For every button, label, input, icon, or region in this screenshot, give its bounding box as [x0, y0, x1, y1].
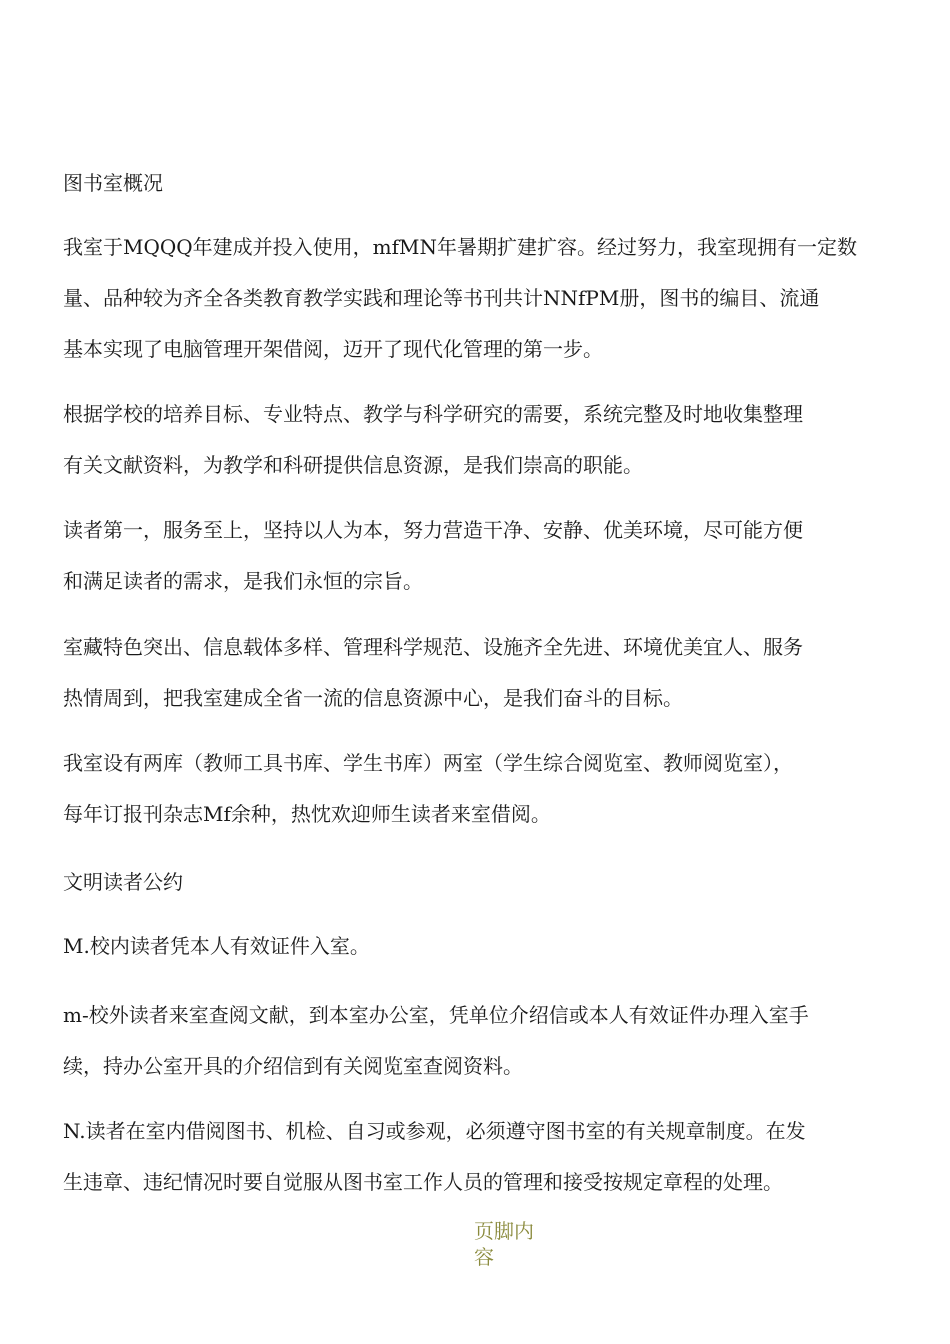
text-line: m-校外读者来室查阅文献，到本室办公室，凭单位介绍信或本人有效证件办理入室手	[63, 1003, 809, 1027]
text-line: M.校内读者凭本人有效证件入室。	[63, 934, 370, 958]
paragraph-function	[63, 389, 903, 491]
footer-line: 容	[474, 1245, 494, 1269]
text-line: 有关文献资料，为教学和科研提供信息资源，是我们崇高的职能。	[63, 453, 643, 477]
paragraph-purpose	[63, 505, 903, 607]
text-line: 和满足读者的需求，是我们永恒的宗旨。	[63, 569, 423, 593]
text-line: 续，持办公室开具的介绍信到有关阅览室查阅资料。	[63, 1054, 523, 1078]
text-line: 热情周到，把我室建成全省一流的信息资源中心，是我们奋斗的目标。	[63, 686, 683, 710]
rule-item-2	[63, 990, 903, 1092]
text-line: 根据学校的培养目标、专业特点、教学与科学研究的需要，系统完整及时地收集整理	[63, 402, 803, 426]
text-line: 量、品种较为齐全各类教育教学实践和理论等书刊共计NNfPM册，图书的编目、流通	[63, 286, 820, 310]
rule-item-3	[63, 1106, 903, 1208]
text-line: 基本实现了电脑管理开架借阅，迈开了现代化管理的第一步。	[63, 337, 603, 361]
page-footer	[474, 1218, 554, 1270]
paragraph-goal	[63, 622, 903, 724]
text-line: 每年订报刊杂志Mf余种，热忱欢迎师生读者来室借阅。	[63, 802, 551, 826]
text-line: 我室设有两库（教师工具书库、学生书库）两室（学生综合阅览室、教师阅览室），	[63, 751, 793, 775]
rule-item-1	[63, 921, 903, 972]
paragraph-facilities	[63, 738, 903, 840]
section-title-library-overview: 图书室概况	[63, 171, 163, 195]
footer-line: 页脚内	[474, 1219, 534, 1243]
text-line: 室藏特色突出、信息载体多样、管理科学规范、设施齐全先进、环境优美宜人、服务	[63, 635, 803, 659]
text-line: 生违章、违纪情况时要自觉服从图书室工作人员的管理和接受按规定章程的处理。	[63, 1170, 783, 1194]
text-line: 我室于MQQQ年建成并投入使用，mfMN年暑期扩建扩容。经过努力，我室现拥有一定数	[63, 235, 858, 259]
section-title-reader-convention: 文明读者公约	[63, 870, 183, 894]
paragraph-history	[63, 222, 903, 375]
text-line: N.读者在室内借阅图书、机检、自习或参观，必须遵守图书室的有关规章制度。在发	[63, 1119, 806, 1143]
text-line: 读者第一，服务至上，坚持以人为本，努力营造干净、安静、优美环境，尽可能方便	[63, 518, 803, 542]
